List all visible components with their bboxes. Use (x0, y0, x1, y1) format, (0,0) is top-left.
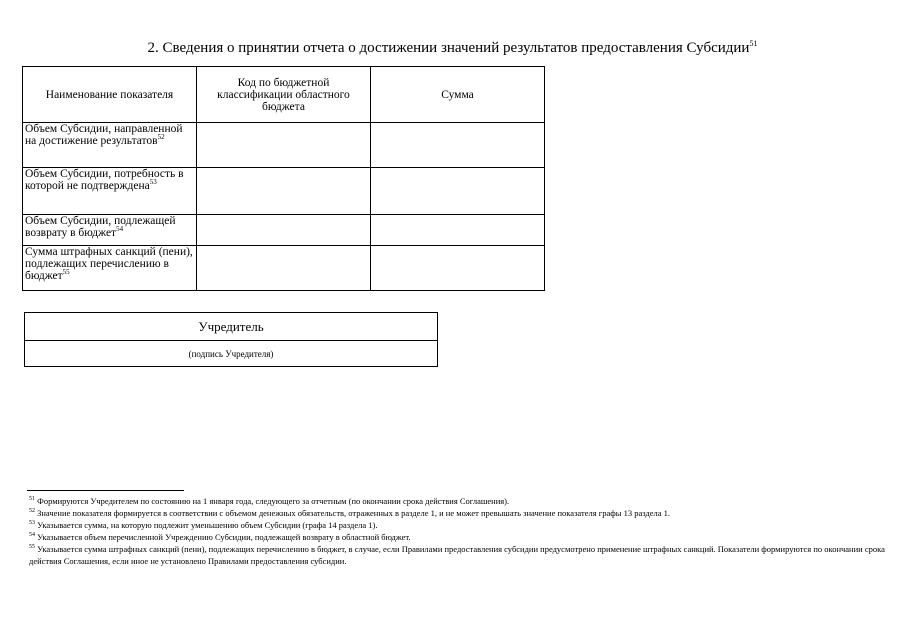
footnote-number: 54 (29, 532, 35, 539)
header-budget-code: Код по бюджетной классификации областного бюджета (197, 67, 371, 123)
row-footnote-ref: 52 (157, 133, 165, 142)
table-row (23, 123, 545, 168)
sum-cell[interactable] (371, 246, 545, 291)
table-header-row (23, 67, 545, 123)
row-label (23, 168, 197, 215)
row-label-text: Объем Субсидии, направленной на достижение результатов (25, 123, 183, 147)
footnote-item (29, 495, 889, 507)
footnote-item (29, 531, 889, 543)
founder-title: Учредитель (25, 313, 438, 341)
sum-cell[interactable] (371, 215, 545, 246)
footnote-number: 52 (29, 508, 35, 515)
footnote-text: Указывается сумма, на которую подлежит уменьшению объем Субсидии (графа 14 раздела 1). (37, 520, 378, 530)
footnote-item (29, 543, 889, 567)
header-sum: Сумма (371, 67, 545, 123)
report-acceptance-table (22, 66, 545, 291)
footnote-text: Указывается объем перечисленной Учреждению Субсидии, подлежащей возврату в областной бюджет. (37, 532, 411, 542)
budget-code-cell[interactable] (197, 168, 371, 215)
section-title-footnote-ref: 51 (749, 39, 758, 48)
header-indicator-name: Наименование показателя (23, 67, 197, 123)
table-row (23, 168, 545, 215)
section-title (0, 38, 905, 58)
footnote-text: Значение показателя формируется в соответствии с объемом денежных обязательств, отраженных в разделе 1, и не может превышать значение показателя графы 13 раздела 1. (37, 508, 671, 518)
footnote-number: 51 (29, 496, 35, 503)
row-label-text: Сумма штрафных санкций (пени), подлежащих перечислению в бюджет (25, 246, 193, 282)
footnote-item (29, 519, 889, 531)
table-row (23, 215, 545, 246)
row-label (23, 123, 197, 168)
footnote-number: 53 (29, 520, 35, 527)
founder-signature-block (24, 312, 438, 367)
row-label-text: Объем Субсидии, потребность в которой не подтверждена (25, 168, 184, 192)
budget-code-cell[interactable] (197, 215, 371, 246)
row-footnote-ref: 54 (116, 225, 124, 234)
row-footnote-ref: 53 (149, 178, 157, 187)
footnotes (29, 495, 889, 567)
row-footnote-ref: 55 (62, 268, 70, 277)
founder-signature-caption: (подпись Учредителя) (25, 341, 438, 367)
section-title-text: 2. Сведения о принятии отчета о достижении значений результатов предоставления Субсидии (147, 40, 750, 56)
footnote-item (29, 507, 889, 519)
budget-code-cell[interactable] (197, 246, 371, 291)
footnote-text: Указывается сумма штрафных санкций (пени), подлежащих перечислению в бюджет, в случае, если Правилами предоставления субсидии предусмотрено применение штрафных санкций. Показатели формируются по окончании срока действия Соглашения, если иное не установлено Правилами предоставления субсидии. (29, 544, 885, 566)
table-row (23, 246, 545, 291)
row-label (23, 246, 197, 291)
row-label (23, 215, 197, 246)
footnote-text: Формируются Учредителем по состоянию на 1 января года, следующего за отчетным (по окончании срока действия Соглашения). (37, 496, 510, 506)
row-label-text: Объем Субсидии, подлежащей возврату в бюджет (25, 215, 176, 239)
footnote-divider (27, 490, 184, 491)
footnote-number: 55 (29, 544, 35, 551)
sum-cell[interactable] (371, 123, 545, 168)
sum-cell[interactable] (371, 168, 545, 215)
budget-code-cell[interactable] (197, 123, 371, 168)
